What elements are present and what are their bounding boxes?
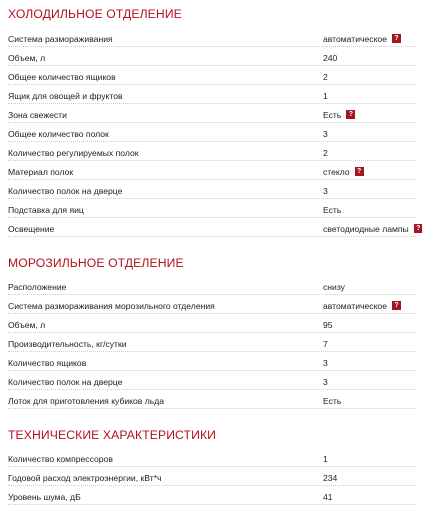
spec-value: 95 [323,320,333,330]
spec-value: автоматическое [323,34,387,44]
spec-row [8,371,416,390]
spec-value-wrap [323,377,328,388]
section-technical [0,409,422,505]
section-title-fridge: ХОЛОДИЛЬНОЕ ОТДЕЛЕНИЕ [8,7,182,21]
spec-row [8,199,416,218]
spec-value-wrap [323,358,328,369]
spec-label: Подставка для яиц [8,205,84,215]
spec-row [8,161,416,180]
spec-label: Общее количество ящиков [8,72,116,82]
spec-label: Годовой расход электроэнергии, кВт*ч [8,473,162,483]
spec-value: 7 [323,339,328,349]
section-title-technical: ТЕХНИЧЕСКИЕ ХАРАКТЕРИСТИКИ [8,428,217,442]
spec-value: Есть [323,205,342,215]
spec-row [8,123,416,142]
spec-label: Освещение [8,224,55,234]
help-icon[interactable]: ? [392,301,401,310]
spec-value: снизу [323,282,345,292]
spec-row [8,28,416,47]
spec-label: Объем, л [8,320,46,330]
spec-label: Объем, л [8,53,46,63]
spec-label: Производительность, кг/сутки [8,339,127,349]
spec-label: Уровень шума, дБ [8,492,81,502]
spec-row [8,390,416,409]
spec-label: Количество полок на дверце [8,186,123,196]
spec-row [8,333,416,352]
spec-value-wrap [323,148,328,159]
spec-row [8,85,416,104]
spec-value: 2 [323,148,328,158]
spec-row [8,47,416,66]
spec-value-wrap [323,396,341,407]
spec-value: 3 [323,358,328,368]
spec-value-wrap [323,205,341,216]
spec-row [8,352,416,371]
spec-value: 3 [323,129,328,139]
spec-value-wrap [323,110,355,121]
spec-row [8,448,416,467]
spec-value-wrap [323,282,345,293]
spec-label: Система размораживания [8,34,113,44]
help-icon[interactable]: ? [355,167,364,176]
spec-value-wrap [323,129,328,140]
spec-list-technical [8,448,416,505]
section-fridge [0,0,422,237]
spec-label: Материал полок [8,167,74,177]
spec-value-wrap [323,454,328,465]
spec-row [8,142,416,161]
spec-label: Количество регулируемых полок [8,148,139,158]
spec-value-wrap [323,320,333,331]
spec-value-wrap [323,34,401,45]
spec-row [8,295,416,314]
spec-label: Лоток для приготовления кубиков льда [8,396,165,406]
spec-row [8,467,416,486]
spec-value: 3 [323,377,328,387]
spec-value: 240 [323,53,338,63]
spec-value: 2 [323,72,328,82]
spec-label: Зона свежести [8,110,67,120]
spec-row [8,66,416,85]
spec-value-wrap [323,53,337,64]
spec-value-wrap [323,301,401,312]
spec-value-wrap [323,492,333,503]
spec-value: 1 [323,91,328,101]
help-icon[interactable]: ? [414,224,422,233]
spec-value-wrap [323,167,364,178]
spec-label: Система размораживания морозильного отделения [8,301,215,311]
spec-value-wrap [323,186,328,197]
section-freezer [0,237,422,409]
spec-list-fridge [8,28,421,237]
spec-row [8,180,416,199]
spec-row [8,218,421,237]
spec-row [8,314,416,333]
spec-value: 1 [323,454,328,464]
spec-value: Есть [323,110,342,120]
help-icon[interactable]: ? [346,110,355,119]
spec-list-freezer [8,276,416,409]
spec-row [8,486,416,505]
spec-value-wrap [323,473,337,484]
spec-value: Есть [323,396,342,406]
spec-row [8,276,416,295]
spec-label: Ящик для овощей и фруктов [8,91,123,101]
section-title-freezer: МОРОЗИЛЬНОЕ ОТДЕЛЕНИЕ [8,256,184,270]
spec-label: Количество полок на дверце [8,377,123,387]
spec-value-wrap [323,72,328,83]
spec-label: Количество ящиков [8,358,87,368]
spec-value-wrap [323,91,328,102]
spec-value: стекло [323,167,350,177]
spec-value-wrap [323,224,422,235]
help-icon[interactable]: ? [392,34,401,43]
spec-value: светодиодные лампы [323,224,409,234]
spec-value-wrap [323,339,328,350]
spec-label: Расположение [8,282,67,292]
spec-value: 3 [323,186,328,196]
spec-value: автоматическое [323,301,387,311]
spec-value: 41 [323,492,333,502]
spec-label: Количество компрессоров [8,454,113,464]
spec-row [8,104,416,123]
spec-label: Общее количество полок [8,129,109,139]
spec-value: 234 [323,473,338,483]
